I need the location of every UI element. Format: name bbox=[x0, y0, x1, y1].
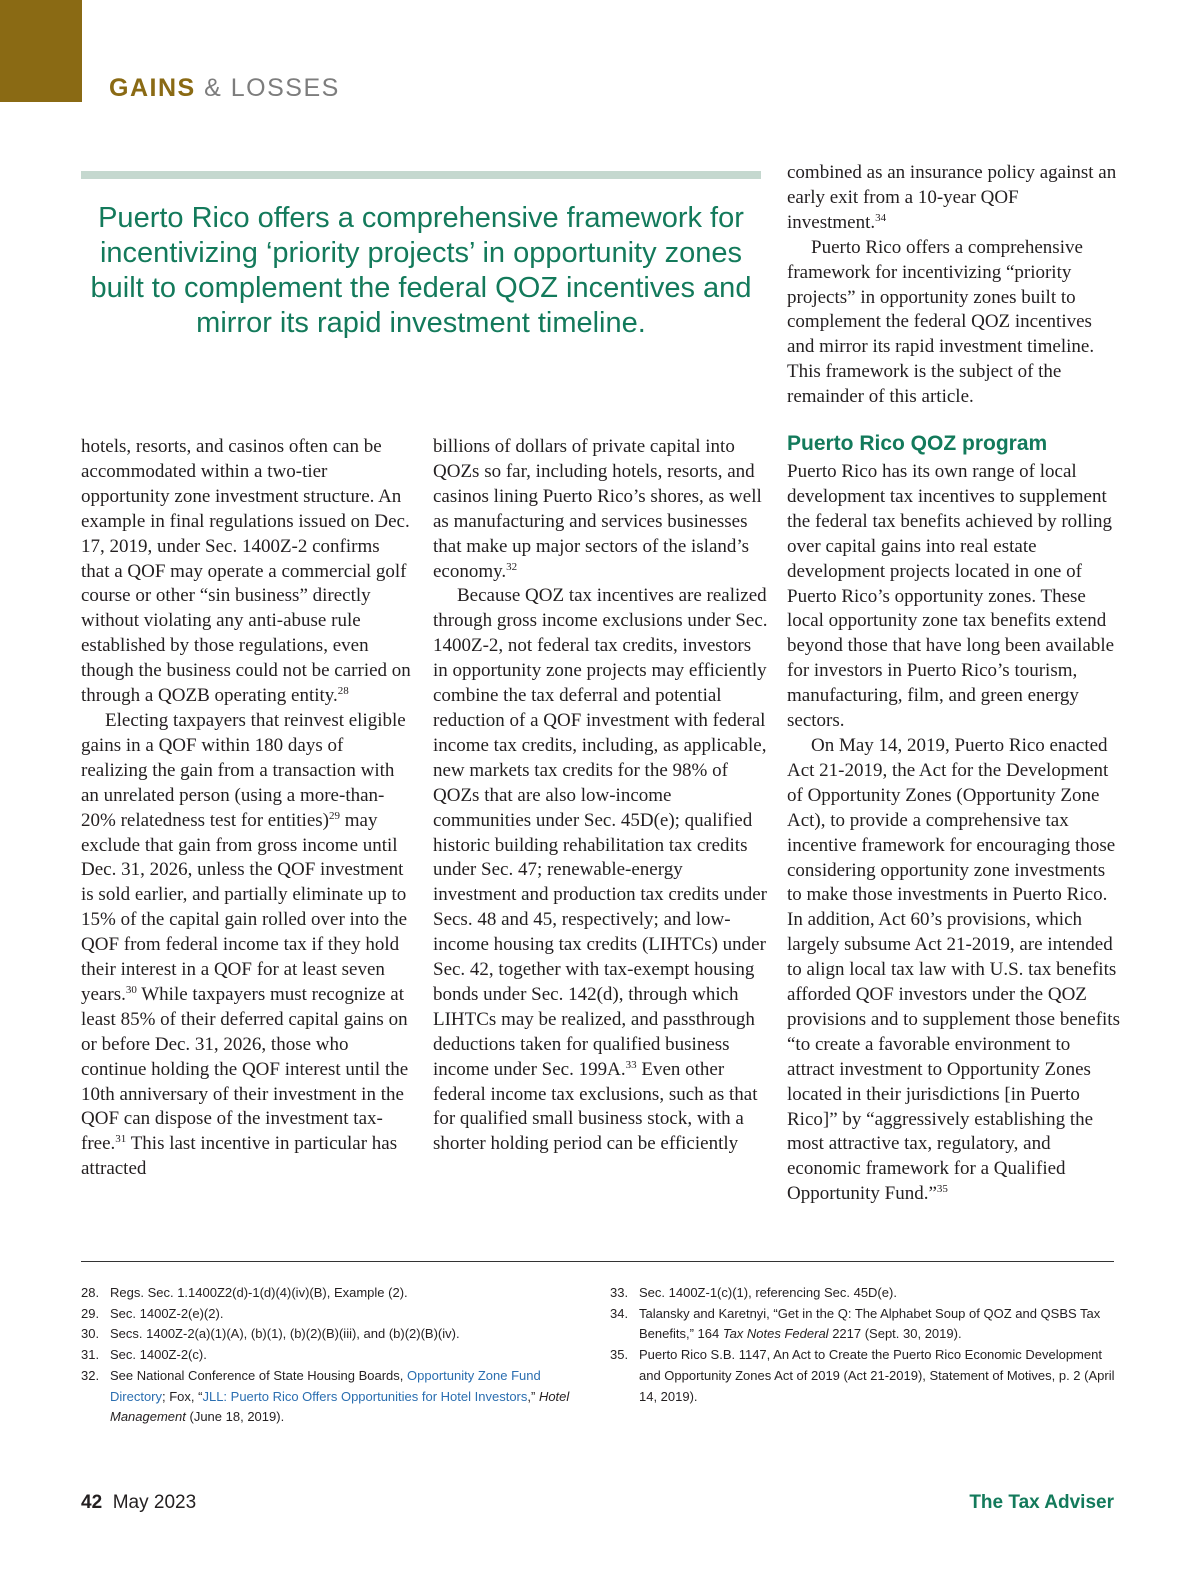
footnote bbox=[610, 1283, 1115, 1304]
footnotes-right bbox=[610, 1283, 1115, 1407]
footnote-text: Sec. 1400Z-2(c). bbox=[110, 1347, 207, 1363]
footnote-number: 29. bbox=[81, 1305, 100, 1321]
footnote-text: Puerto Rico S.B. 1147, An Act to Create the Puerto Rico Economic Development and Opportunity Zones Act of 2019 (Act 21-2019), Statement of Motives, p. 2 (April 14, 2019). bbox=[639, 1347, 1115, 1404]
subheading: Puerto Rico QOZ program bbox=[787, 432, 1048, 455]
pullquote: Puerto Rico offers a comprehensive framework for incentivizing ‘priority projects’ in opportunity zones built to complement the federal QOZ incentives and mirror its rapid investment timeline. bbox=[90, 202, 752, 339]
footnote-text-part: Talansky and Karetnyi, “Get in the Q: The Alphabet Soup of QOZ and QSBS Tax Benefits,” 164 bbox=[639, 1305, 1101, 1342]
paragraph-text: This last incentive in particular has attracted bbox=[81, 1133, 398, 1180]
publication-title: Hotel Management bbox=[110, 1388, 570, 1425]
footnote-ref: 30 bbox=[125, 983, 137, 996]
footnote bbox=[81, 1366, 591, 1428]
section-header bbox=[109, 74, 340, 103]
paragraph-text: may exclude that gain from gross income until Dec. 31, 2026, unless the QOF investment is sold earlier, and partially eliminate up to 15% of the capital gain rolled over into the QOF from federal income tax if they hold their interest in a QOF for at least seven years. bbox=[81, 809, 408, 1005]
footnote-number: 33. bbox=[610, 1285, 629, 1300]
footnote-text: Regs. Sec. 1.1400Z2(d)-1(d)(4)(iv)(B), Example (2). bbox=[110, 1285, 408, 1300]
footnote bbox=[81, 1304, 591, 1325]
issue-date: May 2023 bbox=[112, 1492, 197, 1513]
directory-link[interactable]: Opportunity Zone Fund Directory bbox=[110, 1367, 541, 1404]
publication-title: Tax Notes Federal bbox=[722, 1326, 829, 1342]
paragraph-text: Electing taxpayers that reinvest eligible gains in a QOF within 180 days of realizing the gain from a transaction with an unrelated person (using a more-than-20% relatedness test for entities) bbox=[81, 709, 406, 831]
footnote-text bbox=[110, 1366, 591, 1428]
paragraph bbox=[787, 734, 1122, 1207]
footnote-text: Secs. 1400Z-2(a)(1)(A), (b)(1), (b)(2)(B)(iii), and (b)(2)(B)(iv). bbox=[110, 1326, 460, 1342]
footnote-text-part: 2217 (Sept. 30, 2019). bbox=[828, 1326, 962, 1342]
footnote-ref: 34 bbox=[875, 211, 887, 224]
footnote-number: 31. bbox=[81, 1347, 100, 1363]
footnote-text: Sec. 1400Z-2(e)(2). bbox=[110, 1305, 224, 1321]
footnote-text-part: See National Conference of State Housing Boards, bbox=[110, 1367, 408, 1383]
paragraph bbox=[433, 584, 768, 1157]
footnote-text-part: ; Fox, “ bbox=[162, 1388, 203, 1404]
column-3-top bbox=[787, 161, 1122, 410]
jll-article-link[interactable]: JLL: Puerto Rico Offers Opportunities for Hotel Investors bbox=[202, 1388, 528, 1404]
paragraph-text: Even other federal income tax exclusions, such as that for qualified small business stock, with a shorter holding period can be efficiently bbox=[433, 1058, 758, 1155]
header-gains: GAINS bbox=[109, 74, 196, 102]
footnote-number: 28. bbox=[81, 1285, 100, 1300]
paragraph: Puerto Rico offers a comprehensive framework for incentivizing “priority projects” in opportunity zones built to complement the federal QOZ incentives and mirror its rapid investment timeline. This framework is the subject of the remainder of this article. bbox=[787, 236, 1095, 408]
footnote-ref: 28 bbox=[337, 685, 349, 698]
paragraph bbox=[433, 435, 768, 584]
footnote-text-part: ,” bbox=[527, 1388, 539, 1404]
footnote-ref: 29 bbox=[328, 809, 340, 822]
footnote bbox=[81, 1324, 591, 1345]
paragraph-text: combined as an insurance policy against an early exit from a 10-year QOF investment. bbox=[787, 162, 1117, 233]
footnote-ref: 33 bbox=[625, 1058, 637, 1071]
column-3-bottom bbox=[787, 460, 1122, 1207]
footnote bbox=[81, 1345, 591, 1366]
footnote-number: 30. bbox=[81, 1326, 100, 1342]
column-1 bbox=[81, 435, 411, 1182]
footnote-number: 34. bbox=[610, 1305, 629, 1321]
paragraph-text: On May 14, 2019, Puerto Rico enacted Act 21-2019, the Act for the Development of Opportunity Zones (Opportunity Zone Act), to provide a comprehensive tax incentive framework for encouraging those considering opportunity zone investments to make those investments in Puerto Rico. In addition, Act 60’s provisions, which largely subsume Act 21-2019, are intended to align local tax law with U.S. tax benefits afforded QOF investors under the QOZ provisions and to supplement those benefits “to create a favorable environment to attract investment to Opportunity Zones located in their jurisdictions [in Puerto Rico]” by “aggressively establishing the most attractive tax, regulatory, and economic framework for a Qualified Opportunity Fund.” bbox=[787, 734, 1120, 1205]
paragraph bbox=[787, 161, 1122, 236]
paragraph-text: While taxpayers must recognize at least 85% of their deferred capital gains on or before Dec. 31, 2026, those who continue holding the QOF interest until the 10th anniversary of their investment in the QOF can dispose of the investment tax-free. bbox=[81, 983, 409, 1155]
footnote-number: 32. bbox=[81, 1367, 100, 1383]
page-footer-left bbox=[81, 1492, 196, 1514]
footnote bbox=[610, 1345, 1115, 1407]
paragraph bbox=[81, 709, 411, 1182]
paragraph-text: hotels, resorts, and casinos often can be accommodated within a two-tier opportunity zone investment structure. An example in final regulations issued on Dec. 17, 2019, under Sec. 1400Z-2 confirms that a QOF may operate a commercial golf course or other “sin business” directly without violating any anti-abuse rule established by those regulations, even though the business could not be carried on through a QOZB operating entity. bbox=[81, 436, 411, 707]
paragraph: Puerto Rico has its own range of local development tax incentives to supplement the federal tax benefits achieved by rolling over capital gains into real estate development projects located in one of Puerto Rico’s opportunity zones. These local opportunity zone tax benefits extend beyond those that have long been available for investors in Puerto Rico’s tourism, manufacturing, film, and green energy sectors. bbox=[787, 461, 1115, 732]
header-losses: & LOSSES bbox=[204, 74, 340, 102]
footnote-number: 35. bbox=[610, 1347, 629, 1363]
paragraph-text: billions of dollars of private capital into QOZs so far, including hotels, resorts, and casinos lining Puerto Rico’s shores, as well as manufacturing and services businesses that make up major sectors of the island’s economy. bbox=[433, 436, 762, 582]
footnote-text: Sec. 1400Z-1(c)(1), referencing Sec. 45D(e). bbox=[639, 1285, 897, 1300]
footnote-text-part: (June 18, 2019). bbox=[185, 1409, 285, 1425]
publication-name: The Tax Adviser bbox=[969, 1492, 1114, 1513]
pullquote-bar bbox=[81, 171, 761, 179]
footnote-ref: 31 bbox=[115, 1133, 127, 1146]
footnote bbox=[81, 1283, 591, 1304]
footnotes-left bbox=[81, 1283, 591, 1428]
page-number: 42 bbox=[81, 1492, 103, 1513]
footnote-ref: 35 bbox=[936, 1183, 948, 1196]
paragraph-text: Because QOZ tax incentives are realized through gross income exclusions under Sec. 1400Z-2, not federal tax credits, investors in opportunity zone projects may efficiently combine the tax deferral and potential reduction of a QOF investment with federal income tax credits, including, as applicable, new markets tax credits for the 98% of QOZs that are also low-income communities under Sec. 45D(e); qualified historic building rehabilitation tax credits under Sec. 47; renewable-energy investment and production tax credits under Secs. 48 and 45, respectively; and low-income housing tax credits (LIHTCs) under Sec. 42, together with tax-exempt housing bonds under Sec. 142(d), through which LIHTCs may be realized, and passthrough deductions taken for qualified business income under Sec. 199A. bbox=[433, 585, 768, 1080]
footnote bbox=[610, 1304, 1115, 1345]
footnote-ref: 32 bbox=[506, 560, 518, 573]
footnote-text bbox=[639, 1304, 1115, 1345]
column-2 bbox=[433, 435, 768, 1157]
paragraph bbox=[81, 435, 411, 709]
section-color-tab bbox=[0, 0, 82, 102]
footnote-divider bbox=[81, 1261, 1114, 1262]
